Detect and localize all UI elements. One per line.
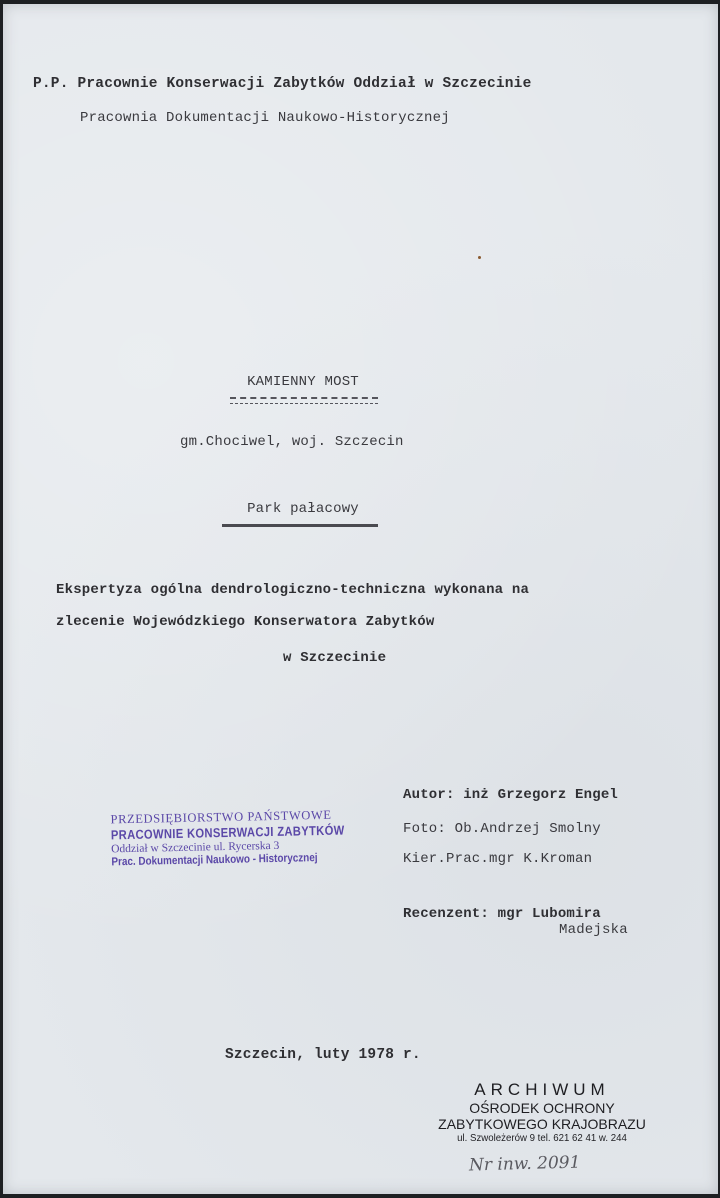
handwritten-inventory-number: Nr inw. 2091 — [468, 1152, 581, 1176]
institution-stamp — [110, 807, 345, 871]
stamp-line-1: PRZEDSIĘBIORSTWO PAŃSTWOWE — [110, 807, 332, 827]
document-subtitle: Park pałacowy — [247, 501, 359, 517]
header-line-2: Pracownia Dokumentacji Naukowo-Historycznej — [80, 110, 450, 126]
title-underline — [230, 397, 378, 399]
archive-stamp-line-1: ARCHIWUM — [474, 1080, 610, 1099]
description-line-1: Ekspertyza ogólna dendrologiczno-techniczna wykonana na — [56, 582, 530, 598]
location-line: gm.Chociwel, woj. Szczecin — [180, 434, 404, 450]
stamp-line-2: PRACOWNIE KONSERWACJI ZABYTKÓW — [110, 822, 345, 843]
credit-reviewer-name: Madejska — [559, 922, 628, 938]
description-line-3: w Szczecinie — [283, 650, 387, 666]
subtitle-underline — [222, 524, 378, 527]
credit-author: Autor: inż Grzegorz Engel — [403, 787, 619, 803]
description-line-2: zlecenie Wojewódzkiego Konserwatora Zabytków — [56, 614, 435, 630]
archive-stamp-line-2: OŚRODEK OCHRONY — [469, 1099, 615, 1116]
document-page — [3, 4, 718, 1194]
stamp-line-4: Prac. Dokumentacji Naukowo - Historycznej — [111, 852, 318, 869]
credit-reviewer: Recenzent: mgr Lubomira — [403, 906, 601, 922]
credit-manager: Kier.Prac.mgr K.Kroman — [403, 851, 593, 867]
paper-speck — [478, 256, 481, 259]
title-underline-lower — [230, 403, 378, 404]
archive-stamp — [433, 1080, 651, 1144]
archive-stamp-line-3: ZABYTKOWEGO KRAJOBRAZU — [438, 1115, 646, 1132]
header-line-1: P.P. Pracownie Konserwacji Zabytków Oddział w Szczecinie — [33, 76, 532, 92]
credit-photo: Foto: Ob.Andrzej Smolny — [403, 821, 601, 837]
archive-stamp-line-4: ul. Szwoleżerów 9 tel. 621 62 41 w. 244 — [457, 1131, 627, 1144]
stamp-line-3: Oddział w Szczecinie ul. Rycerska 3 — [111, 839, 280, 855]
document-title: KAMIENNY MOST — [247, 374, 359, 390]
place-and-date: Szczecin, luty 1978 r. — [225, 1047, 421, 1063]
